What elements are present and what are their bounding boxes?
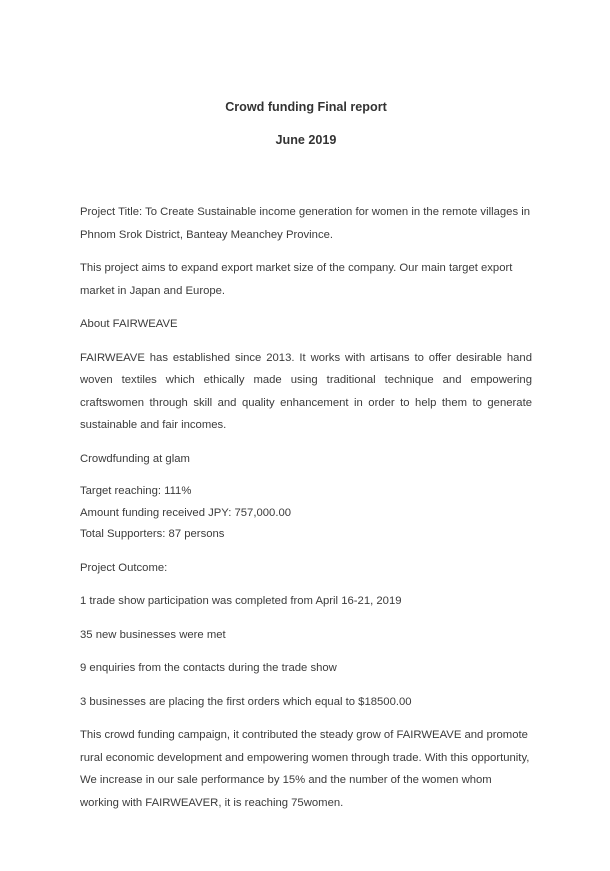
outcome-item-enquiries: 9 enquiries from the contacts during the trade show: [80, 662, 337, 674]
project-title-paragraph: Project Title: To Create Sustainable income generation for women in the remote villages in Phnom Srok District, Banteay Meanchey Province.: [80, 206, 531, 241]
stat-total-supporters: Total Supporters: 87 persons: [80, 528, 225, 540]
report-date: June 2019: [275, 133, 337, 147]
stat-amount-received: Amount funding received JPY: 757,000.00: [80, 506, 292, 519]
about-heading: About FAIRWEAVE: [80, 318, 178, 330]
outcome-heading: Project Outcome:: [80, 561, 168, 574]
outcome-item-trade-show: 1 trade show participation was completed from April 16-21, 2019: [80, 595, 402, 607]
project-aim-paragraph: This project aims to expand export market size of the company. Our main target export market in Japan and Europe.: [80, 262, 513, 297]
report-title: Crowd funding Final report: [225, 100, 387, 114]
about-body-paragraph: FAIRWEAVE has established since 2013. It works with artisans to offer desirable hand woven textiles which ethically made using traditional technique and empowering craftswomen through skill and quality enhancement in order to help them to generate sustainable and fair incomes.: [80, 351, 532, 431]
outcome-item-first-orders: 3 businesses are placing the first orders which equal to $18500.00: [80, 695, 412, 708]
crowdfunding-heading: Crowdfunding at glam: [80, 452, 190, 465]
outcome-item-new-businesses: 35 new businesses were met: [80, 628, 226, 641]
stat-target-reaching: Target reaching: 111%: [80, 485, 192, 497]
conclusion-paragraph: This crowd funding campaign, it contributed the steady grow of FAIRWEAVE and promote rural economic development and empowering women through trade. With this opportunity, We increase in our sale performance by 15% and the number of the women whom working with FAIRWEAVER, it is reaching 75women.: [80, 729, 530, 809]
funding-stats: [80, 481, 532, 546]
